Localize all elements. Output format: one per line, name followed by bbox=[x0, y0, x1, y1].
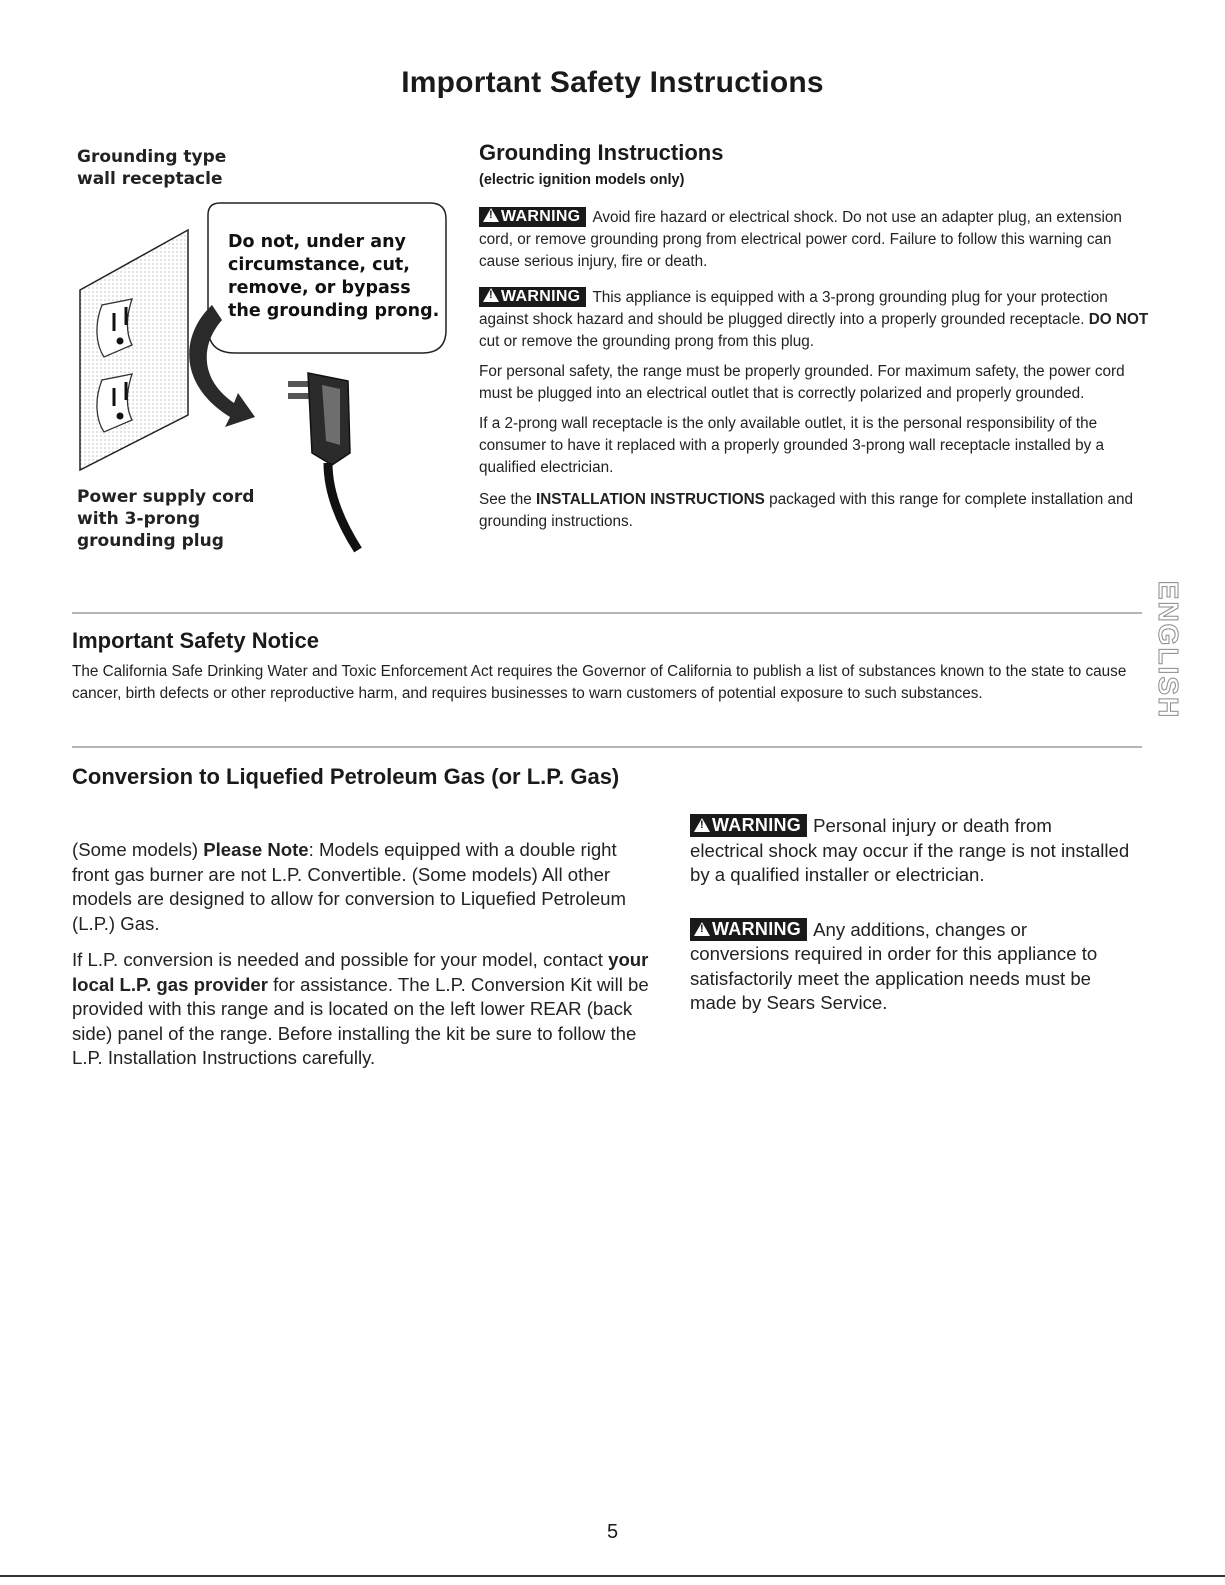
divider bbox=[72, 612, 1142, 614]
caption-line: Power supply cord bbox=[77, 487, 255, 507]
callout-line: Do not, under any bbox=[228, 232, 406, 252]
warning-badge: !WARNING bbox=[479, 287, 586, 307]
power-plug-icon bbox=[288, 373, 358, 550]
caption-line: wall receptacle bbox=[77, 169, 223, 189]
grounding-section bbox=[479, 140, 1149, 533]
warning-triangle-icon bbox=[694, 922, 710, 936]
safety-notice bbox=[72, 628, 1132, 705]
callout-line: the grounding prong. bbox=[228, 301, 440, 321]
warning-triangle-icon bbox=[483, 288, 499, 302]
grounding-subheading: (electric ignition models only) bbox=[479, 172, 685, 188]
callout-line: remove, or bypass bbox=[228, 278, 411, 298]
caption-line: with 3-prong bbox=[77, 509, 201, 529]
figure-caption-cord bbox=[77, 486, 254, 552]
divider bbox=[72, 746, 1142, 748]
grounding-paragraph-2: If a 2-prong wall receptacle is the only available outlet, it is the personal responsibility of the consumer to have it replaced with a properly grounded 3-prong wall receptacle installed by a qualified electrician. bbox=[479, 415, 1104, 476]
grounding-paragraph-1: For personal safety, the range must be properly grounded. For maximum safety, the power cord must be plugged into an electrical outlet that is correctly polarized and properly grounded. bbox=[479, 363, 1125, 402]
grounding-warning-1: !WARNING Avoid fire hazard or electrical shock. Do not use an adapter plug, an extension cord, or remove grounding prong from electrical power cord. Failure to follow this warning can cause serious injury, fire or death. bbox=[479, 207, 1149, 273]
warning-triangle-icon bbox=[483, 208, 499, 222]
wall-receptacle-icon bbox=[80, 230, 188, 470]
warning-badge: !WARNING bbox=[690, 918, 807, 941]
bottom-border bbox=[0, 1575, 1225, 1577]
callout-line: circumstance, cut, bbox=[228, 255, 410, 275]
warning-triangle-icon bbox=[694, 818, 710, 832]
conversion-heading: Conversion to Liquefied Petroleum Gas (or L.P. Gas) bbox=[72, 764, 620, 789]
language-tab-label: ENGLISH bbox=[1153, 580, 1184, 720]
conversion-paragraph-2: If L.P. conversion is needed and possible for your model, contact your local L.P. gas provider for assistance. The L.P. Conversion Kit will be provided with this range and is located on the left lower REAR (back side) panel of the range. Before installing the kit be sure to follow the L.P. Installation Instructions carefully. bbox=[72, 949, 649, 1068]
figure-caption-receptacle bbox=[77, 146, 226, 190]
grounding-heading: Grounding Instructions bbox=[479, 140, 724, 165]
conversion-warning-2: !WARNING Any additions, changes or conversions required in order for this appliance to satisfactorily meet the application needs must be made by Sears Service. bbox=[690, 918, 1130, 1016]
language-tab bbox=[1148, 575, 1188, 725]
conversion-left-column bbox=[72, 838, 654, 1071]
notice-heading: Important Safety Notice bbox=[72, 628, 319, 653]
conversion-warning-1: !WARNING Personal injury or death from electrical shock may occur if the range is not installed by a qualified installer or electrician. bbox=[690, 814, 1130, 888]
page-title: Important Safety Instructions bbox=[401, 66, 824, 99]
conversion-right-column bbox=[690, 814, 1130, 1016]
grounding-paragraph-3: See the INSTALLATION INSTRUCTIONS packaged with this range for complete installation and grounding instructions. bbox=[479, 491, 1134, 530]
page-number: 5 bbox=[606, 1521, 619, 1543]
caption-line: grounding plug bbox=[77, 531, 224, 551]
warning-badge: !WARNING bbox=[690, 814, 807, 837]
caption-line: Grounding type bbox=[77, 147, 227, 167]
grounding-warning-2: !WARNING This appliance is equipped with a 3-prong grounding plug for your protection against shock hazard and should be plugged directly into a properly grounded receptacle. DO NOT cut or remove the grounding prong from this plug. bbox=[479, 287, 1149, 353]
warning-badge: !WARNING bbox=[479, 207, 586, 227]
callout-text bbox=[228, 231, 439, 323]
notice-text: The California Safe Drinking Water and Toxic Enforcement Act requires the Governor of California to publish a list of substances known to the state to cause cancer, birth defects or other reproductive harm, and requires businesses to warn customers of potential exposure to such substances. bbox=[72, 663, 1127, 702]
conversion-paragraph-1: (Some models) Please Note: Models equipped with a double right front gas burner are not L.P. Convertible. (Some models) All other models are designed to allow for conversion to Liquefied Petroleum (L.P.) Gas. bbox=[72, 839, 626, 934]
